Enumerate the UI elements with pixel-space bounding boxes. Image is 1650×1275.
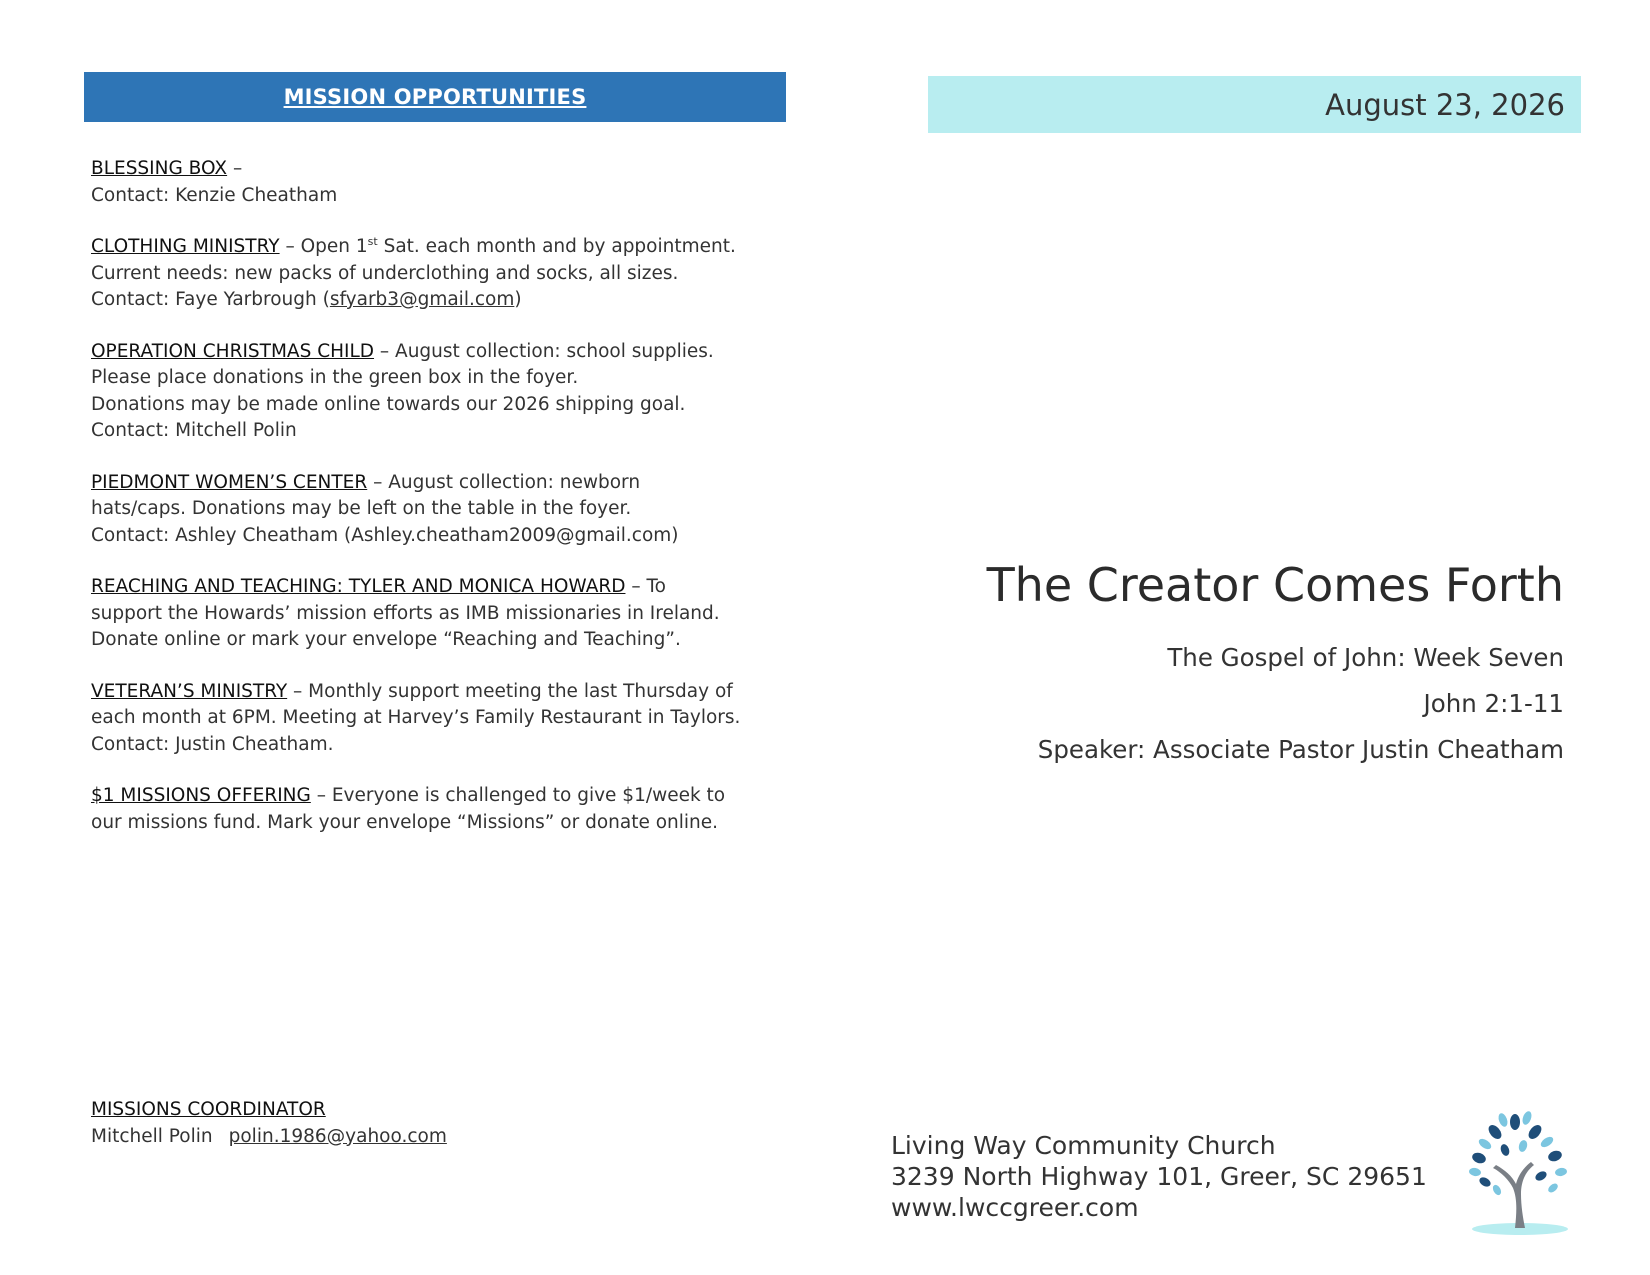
mission-text: – Open 1: [279, 236, 368, 257]
mission-text: each month at 6PM. Meeting at Harvey’s Family Restaurant in Taylors.: [91, 707, 741, 728]
mission-title: REACHING AND TEACHING: TYLER AND MONICA HOWARD: [91, 576, 626, 597]
mission-text: Sat. each month and by appointment.: [377, 236, 736, 257]
mission-text: Donations may be made online towards our 2026 shipping goal.: [91, 393, 686, 415]
mission-item: [91, 783, 791, 836]
email-link[interactable]: sfyarb3@gmail.com: [329, 289, 515, 310]
sermon-series: The Gospel of John: Week Seven: [1167, 643, 1564, 672]
mission-item: [91, 470, 791, 550]
mission-text: –: [227, 158, 243, 179]
mission-text: Current needs: new packs of underclothing and socks, all sizes.: [91, 262, 679, 284]
mission-text: ): [514, 289, 522, 310]
mission-item: [91, 234, 791, 314]
mission-text: Contact: Faye Yarbrough (: [91, 289, 330, 310]
mission-title: PIEDMONT WOMEN’S CENTER: [91, 471, 368, 493]
sermon-title: The Creator Comes Forth: [986, 558, 1564, 612]
mission-text: Contact: Ashley Cheatham (Ashley.cheatham2009@gmail.com): [91, 524, 679, 546]
mission-text: Donate online or mark your envelope “Reaching and Teaching”.: [91, 629, 681, 650]
mission-text: Contact: Kenzie Cheatham: [91, 184, 338, 206]
mission-text: – August collection: school supplies.: [374, 340, 714, 362]
mission-title: BLESSING BOX: [91, 158, 228, 179]
mission-text: Contact: Mitchell Polin: [91, 420, 297, 441]
mission-item: [91, 156, 791, 209]
mission-text: – Everyone is challenged to give $1/week to: [310, 785, 726, 806]
mission-text: support the Howards’ mission efforts as IMB missionaries in Ireland.: [91, 602, 720, 624]
mission-item: [91, 339, 791, 445]
missions-coordinator: [91, 1097, 447, 1150]
mission-text: – Monthly support meeting the last Thursday of: [287, 680, 733, 702]
sermon-info: [987, 555, 1564, 773]
mission-item: [91, 574, 791, 654]
mission-text: Please place donations in the green box in the foyer.: [91, 367, 579, 388]
church-info: [891, 1130, 1427, 1223]
mission-title: OPERATION CHRISTMAS CHILD: [91, 340, 375, 362]
mission-text: hats/caps. Donations may be left on the table in the foyer.: [91, 498, 632, 519]
sermon-speaker: Speaker: Associate Pastor Justin Cheatham: [1037, 735, 1564, 764]
mission-text-superscript: st: [367, 234, 378, 248]
church-address: 3239 North Highway 101, Greer, SC 29651: [891, 1162, 1427, 1191]
date-banner: [928, 76, 1581, 133]
church-name: Living Way Community Church: [891, 1131, 1276, 1160]
mission-text: Contact: Justin Cheatham.: [91, 733, 334, 755]
sermon-scripture: John 2:1-11: [1423, 689, 1564, 718]
mission-list: [91, 156, 791, 861]
tree-logo-icon: [1465, 1110, 1575, 1235]
mission-item: [91, 679, 791, 759]
coordinator-title: MISSIONS COORDINATOR: [91, 1099, 326, 1120]
church-website-link[interactable]: www.lwccgreer.com: [891, 1193, 1139, 1222]
mission-banner-title: MISSION OPPORTUNITIES: [283, 85, 587, 109]
service-date: August 23, 2026: [1325, 87, 1565, 122]
coordinator-name: Mitchell Polin: [91, 1125, 213, 1147]
mission-text: – August collection: newborn: [367, 471, 641, 493]
left-panel: [84, 72, 786, 122]
mission-text: – To: [625, 576, 666, 597]
mission-title: CLOTHING MINISTRY: [91, 236, 280, 257]
mission-title: VETERAN’S MINISTRY: [91, 680, 288, 702]
coordinator-email-link[interactable]: polin.1986@yahoo.com: [228, 1125, 447, 1147]
mission-banner: [84, 72, 786, 122]
mission-text: our missions fund. Mark your envelope “Missions” or donate online.: [91, 811, 719, 833]
mission-title: $1 MISSIONS OFFERING: [91, 785, 311, 806]
